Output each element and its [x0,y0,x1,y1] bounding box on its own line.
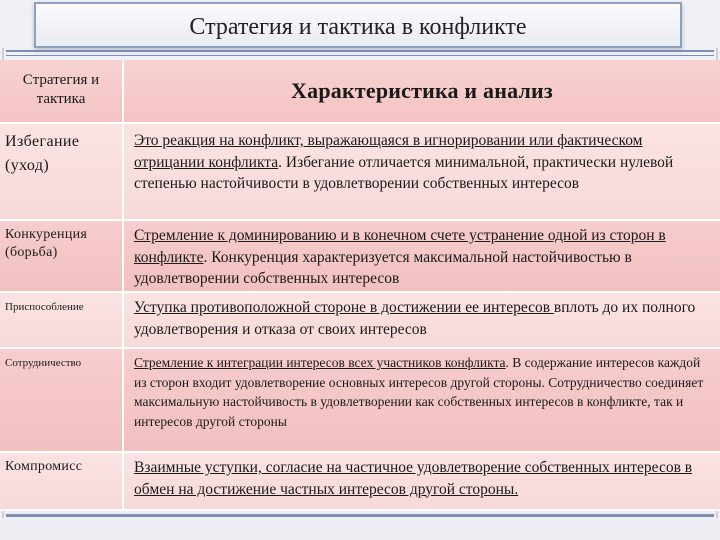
title-box [34,2,682,48]
description-underlined: Стремление к интеграции интересов всех участников конфликта [134,355,506,370]
table-row [0,349,720,453]
description-rest: вплоть до их полного удовлетворения и отказа от своих интересов [134,299,696,338]
strategy-table [0,60,720,512]
strategy-description [134,130,712,195]
bottom-rule [6,514,714,517]
table-row [0,293,720,349]
strategy-description [134,297,712,340]
title-rule [6,50,714,52]
strategy-cell [0,349,124,451]
strategy-cell [0,453,124,509]
description-cell [124,293,720,347]
description-cell [124,124,720,219]
description-underlined: Это реакция на конфликт, выражающаяся в игнорировании или фактическом отрицании конфликта [134,132,643,171]
description-underlined: Стремление к доминированию и в конечном счете устранение одной из сторон в конфликте [134,227,666,266]
strategy-name: Конкуренция (борьба) [5,227,88,260]
strategy-description [134,353,712,431]
description-cell [124,453,720,509]
description-cell [124,221,720,291]
table-header-row [0,60,720,124]
strategy-name: Избегание (уход) [5,133,80,174]
strategy-description [134,225,712,290]
strategy-name: Сотрудничество [5,357,82,369]
description-rest: . Конкуренция характеризуется максимальной настойчивостью в удовлетворении собственных интересов [134,248,632,287]
description-rest: . Избегание отличается минимальной, практически нулевой степенью настойчивости в удовлетворении собственных интересов [134,153,674,192]
table-row [0,453,720,511]
strategy-cell [0,124,124,219]
strategy-name: Приспособление [5,301,84,313]
strategy-name: Компромисс [5,459,83,474]
header-left-label: Стратегия и тактика [22,72,100,107]
header-cell-left [0,60,124,122]
description-underlined: Уступка противоположной стороне в достижении ее интересов [134,299,554,316]
description-rest: . В содержание интересов каждой из сторон входит удовлетворение основных интересов другой стороны. Сотрудничество соединяет максимальную настойчивость в удовлетворении как собственных интересов в конфликте, так и интересов другой стороны [134,355,704,429]
description-underlined: Взаимные уступки, согласие на частичное удовлетворение собственных интересов в обмен на достижение частных интересов другой стороны. [134,459,693,498]
strategy-cell [0,221,124,291]
strategy-description [134,457,712,500]
slide-title: Стратегия и тактика в конфликте [189,14,527,40]
title-rule-thin [6,55,714,56]
strategy-cell [0,293,124,347]
table-row [0,124,720,221]
header-right-label: Характеристика и анализ [291,78,553,103]
header-cell-right [124,60,720,122]
description-cell [124,349,720,451]
table-row [0,221,720,293]
